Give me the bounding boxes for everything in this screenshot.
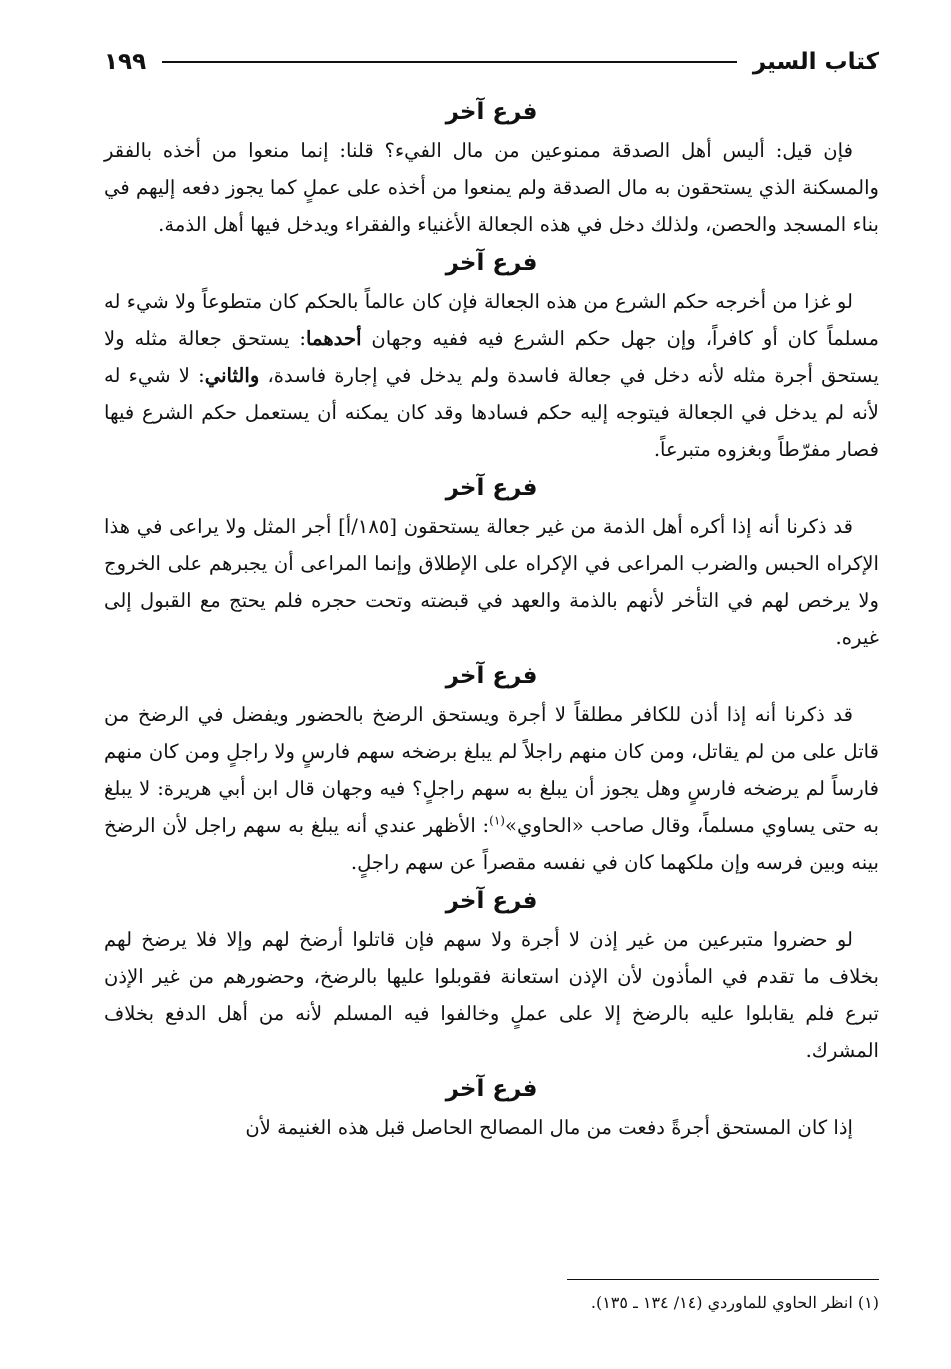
text-run: قد ذكرنا أنه إذا أذن للكافر مطلقاً لا أجرة ويستحق الرضخ بالحضور ويفضل في الرضخ من قاتل على من لم يقاتل، ومن كان منهم راجلاً لم يبلغ برضخه سهم فارسٍ ولا راجلٍ ومن كان منهم فارساً لم يرضخه فارسٍ وهل يجوز أن يبلغ به سهم راجلٍ؟ فيه وجهان قال ابن أبي هريرة: لا يبلغ به حتى يساوي مسلماً، وقال صاحب «الحاوي» [104, 703, 879, 837]
bold-term: أحدهما [306, 327, 362, 350]
text-run: لو غزا من أخرجه حكم الشرع من هذه الجعالة فإن كان عالماً بالحكم كان متطوعاً ولا شيء له مسلماً كان أو كافراً، وإن جهل حكم الشرع فيه ففيه وجهان [104, 290, 879, 350]
section-heading: فرع آخر [445, 1076, 538, 1102]
paragraph [104, 696, 879, 881]
page-body [104, 92, 879, 1146]
section-heading: فرع آخر [445, 475, 538, 501]
section-heading: فرع آخر [445, 663, 538, 689]
page-header [104, 42, 879, 82]
paragraph: لو حضروا متبرعين من غير إذن لا أجرة ولا سهم فإن قاتلوا أرضخ لهم وإلا فلا يرضخ لهم بخلاف ما تقدم في المأذون لأن الإذن استعانة فقوبلوا عليها بالرضخ، وحضورهم من غير الإذن تبرع فلم يقابلوا عليه بالرضخ إلا على عملٍ وخالفوا فيه المسلم لأنه من أهل الدفع بخلاف المشرك. [104, 928, 879, 1062]
paragraph: فإن قيل: أليس أهل الصدقة ممنوعين من مال الفيء؟ قلنا: إنما منعوا من أخذه بالفقر والمسكنة الذي يستحقون به مال الصدقة ولم يمنعوا من أخذه على عملٍ كما يجوز دفعه إليهم في بناء المسجد والحصن، ولذلك دخل في هذه الجعالة الأغنياء والفقراء ويدخل فيها أهل الذمة. [104, 139, 879, 236]
text-run: : الأظهر عندي أنه يبلغ به سهم راجل لأن الرضخ بينه وبين فرسه وإن ملكهما كان في نفسه مقصراً عن سهم راجلٍ. [104, 814, 879, 874]
footnote: (١) انظر الحاوي للماوردي (١٤/ ١٣٤ ـ ١٣٥). [590, 1293, 879, 1312]
footnote-rule [567, 1279, 879, 1280]
paragraph [104, 283, 879, 468]
page-number: ١٩٩ [104, 49, 147, 75]
bold-term: والثاني [204, 364, 260, 387]
section-heading: فرع آخر [445, 250, 538, 276]
text-run: : لا شيء له لأنه لم يدخل في الجعالة فيتوجه إليه حكم فسادها وقد كان يمكنه أن يستعمل حكم الشرع فيها فصار مفرّطاً وبغزوه متبرعاً. [104, 364, 879, 461]
header-rule [162, 61, 737, 63]
section-heading: فرع آخر [445, 888, 538, 914]
paragraph: قد ذكرنا أنه إذا أكره أهل الذمة من غير جعالة يستحقون [١٨٥/أ] أجر المثل ولا يراعى في هذا الإكراه الحبس والضرب المراعى في الإكراه على الإطلاق وإنما المراعى أن يجبرهم على الخروج ولا يرخص لهم في التأخر لأنهم بالذمة والعهد في قبضته وتحت حجره فلم يحتج مع القبول إلى غيره. [104, 515, 879, 649]
paragraph: إذا كان المستحق أجرةً دفعت من مال المصالح الحاصل قبل هذه الغنيمة لأن [245, 1116, 853, 1139]
section-heading: فرع آخر [445, 99, 538, 125]
text-run: : يستحق جعالة مثله ولا يستحق أجرة مثله لأنه دخل في جعالة فاسدة ولم يدخل في إجارة فاسدة، [104, 327, 879, 387]
running-title: كتاب السير [752, 49, 879, 75]
footnote-reference: (١) [489, 813, 505, 828]
